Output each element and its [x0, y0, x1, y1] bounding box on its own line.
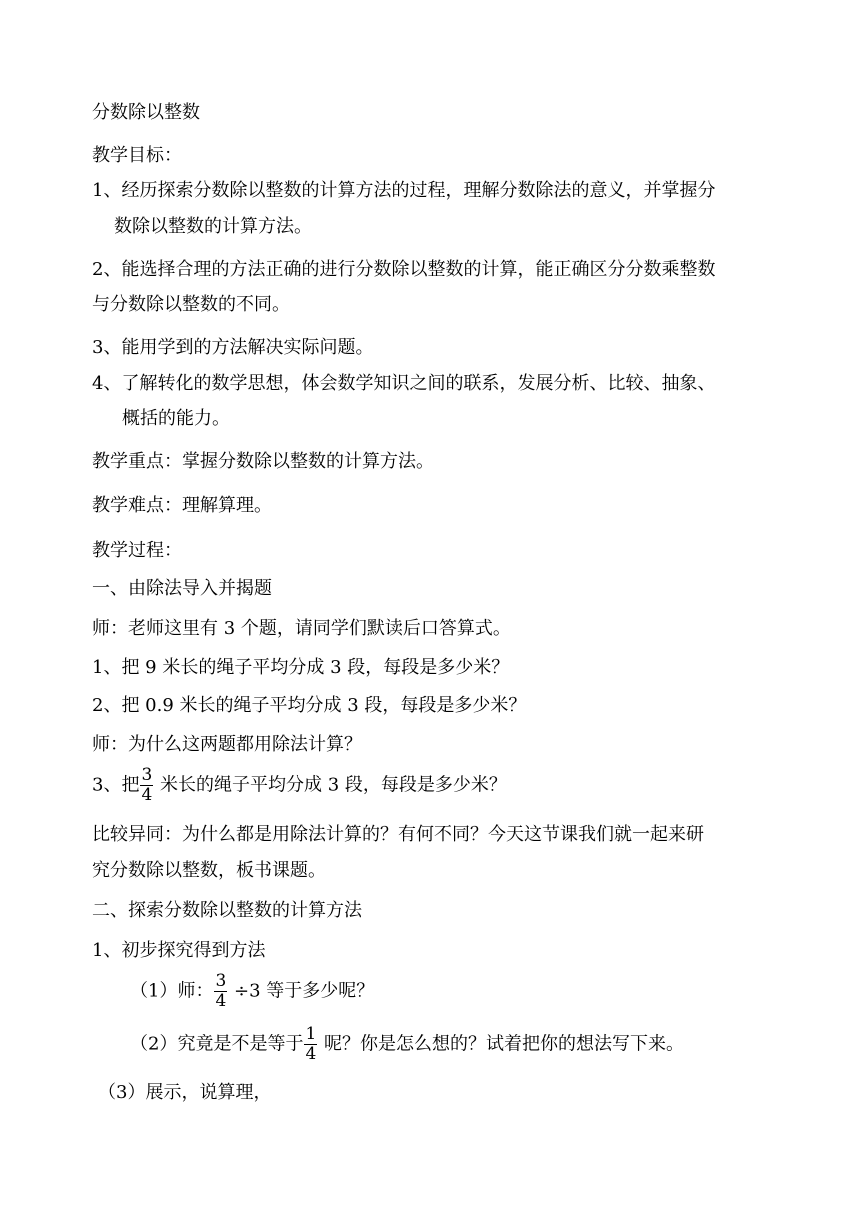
- question-3: [92, 767, 507, 804]
- section1-intro: 师：老师这里有 3 个题，请同学们默读后口答算式。: [92, 618, 511, 639]
- difficult-point: 教学难点：理解算理。: [92, 495, 272, 516]
- step-2-suffix: 呢？你是怎么想的？试着把你的想法写下来。: [318, 1033, 685, 1055]
- fraction-denominator: 4: [141, 785, 153, 805]
- fraction-denominator: 4: [215, 991, 227, 1011]
- key-point: 教学重点：掌握分数除以整数的计算方法。: [92, 451, 434, 472]
- process-heading: 教学过程：: [92, 540, 182, 561]
- question-2: 2、把 0.9 米长的绳子平均分成 3 段，每段是多少米？: [92, 695, 527, 716]
- fraction-three-quarters: [140, 767, 153, 804]
- step-2: [130, 1026, 684, 1063]
- question-1: 1、把 9 米长的绳子平均分成 3 段，每段是多少米？: [92, 657, 510, 678]
- objective-1-line2: 数除以整数的计算方法。: [114, 216, 312, 237]
- fraction-one-quarter: [304, 1026, 317, 1063]
- section2-heading: 二、探索分数除以整数的计算方法: [92, 900, 362, 921]
- step-2-prefix: （2）究竟是不是等于: [130, 1033, 304, 1055]
- objective-4-line1: 4、了解转化的数学思想，体会数学知识之间的联系，发展分析、比较、抽象、: [92, 373, 716, 394]
- compare-line1: 比较异同：为什么都是用除法计算的？有何不同？今天这节课我们就一起来研: [92, 824, 704, 845]
- compare-line2: 究分数除以整数，板书课题。: [92, 860, 326, 881]
- step-3: （3）展示，说算理，: [98, 1082, 272, 1103]
- section1-heading: 一、由除法导入并揭题: [92, 578, 272, 599]
- objectives-heading: 教学目标：: [92, 145, 182, 166]
- teacher-why: 师：为什么这两题都用除法计算？: [92, 734, 362, 755]
- fraction-numerator: 1: [305, 1024, 317, 1044]
- question-3-prefix: 3、把: [92, 774, 140, 796]
- step-1-prefix: （1）师：: [130, 980, 214, 1002]
- fraction-three-quarters-2: [214, 973, 227, 1010]
- fraction-numerator: 3: [141, 765, 153, 785]
- section2-sub1: 1、初步探究得到方法: [92, 940, 266, 961]
- fraction-numerator: 3: [215, 971, 227, 991]
- fraction-denominator: 4: [305, 1044, 317, 1064]
- objective-3: 3、能用学到的方法解决实际问题。: [92, 337, 374, 358]
- objective-2-line2: 与分数除以整数的不同。: [92, 294, 290, 315]
- step-1-suffix: ÷3 等于多少呢？: [228, 980, 375, 1002]
- objective-4-line2: 概括的能力。: [122, 408, 230, 429]
- question-3-suffix: 米长的绳子平均分成 3 段，每段是多少米？: [154, 774, 507, 796]
- objective-1-line1: 1、经历探索分数除以整数的计算方法的过程，理解分数除法的意义，并掌握分: [92, 180, 716, 201]
- document-title: 分数除以整数: [92, 102, 200, 123]
- objective-2-line1: 2、能选择合理的方法正确的进行分数除以整数的计算，能正确区分分数乘整数: [92, 259, 716, 280]
- step-1: [130, 973, 374, 1010]
